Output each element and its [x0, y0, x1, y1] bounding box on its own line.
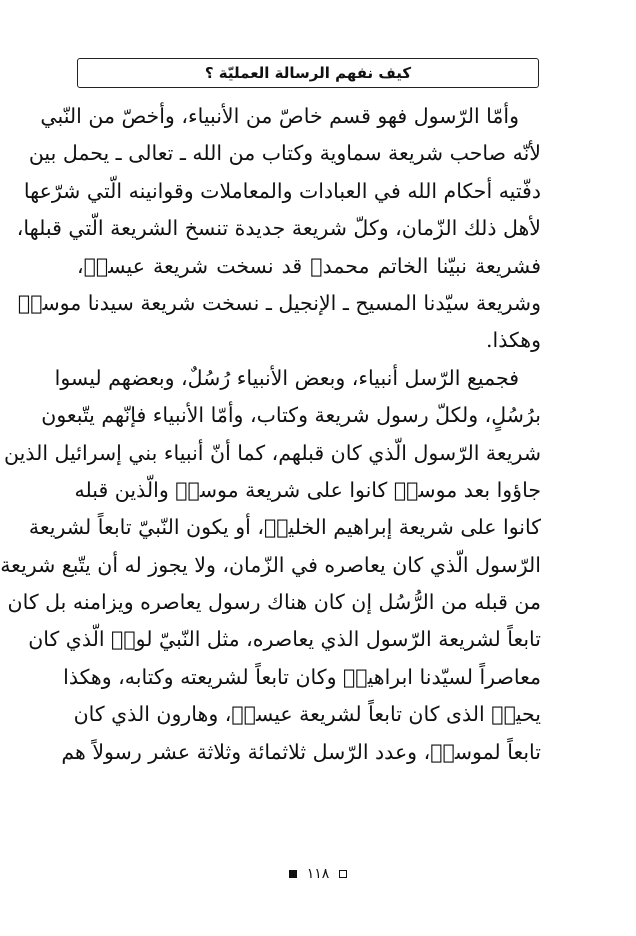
- body-text: [0, 98, 541, 771]
- text-line: من قبله من الرُّسُل إن كان هناك رسول يعاصره ويزامنه بل كان: [7, 590, 541, 615]
- text-line: وأمّا الرّسول فهو قسم خاصّ من الأنبياء، وأخصّ من النّبي: [40, 104, 519, 128]
- text-line: معاصراً لسيّدنا ابراهيمؑ وكان تابعاً لشريعته وكتابه، وهكذا: [63, 664, 541, 689]
- text-line: لأهل ذلك الزّمان، وكلّ شريعة جديدة تنسخ الشريعة الّتي قبلها،: [16, 216, 541, 241]
- paragraph-1: [16, 98, 541, 360]
- chapter-title: كيف نفهم الرسالة العمليّة ؟: [204, 64, 412, 82]
- page-footer: [0, 866, 636, 882]
- filled-square-icon: [289, 870, 297, 878]
- text-line: برُسُلٍ، ولكلّ رسول شريعة وكتاب، وأمّا الأنبياء فإنّهم يتّبعون: [41, 403, 541, 428]
- outline-square-icon: [339, 870, 347, 878]
- text-line: تابعاً لشريعة الرّسول الذي يعاصره، مثل النّبيّ لوطؑ الّذي كان: [28, 627, 541, 652]
- text-line: يحييؑ الذى كان تابعاً لشريعة عيسىؑ، وهارون الذي كان: [73, 702, 541, 727]
- text-line: دفّتيه أحكام الله في العبادات والمعاملات وقوانينه الّتي شرّعها: [23, 178, 541, 203]
- page-number: ١١٨: [306, 866, 330, 882]
- text-line: وشريعة سيّدنا المسيح ـ الإنجيل ـ نسخت شريعة سيدنا موسىؑ: [17, 290, 541, 315]
- text-line: شريعة الرّسول الّذي كان قبلهم، كما أنّ أنبياء بني إسرائيل الذين: [4, 440, 541, 465]
- text-line: الرّسول الّذي كان يعاصره في الزّمان، ولا يجوز له أن يتّبع شريعة: [0, 552, 541, 577]
- chapter-header-box: [77, 58, 539, 88]
- text-line: لأنّه صاحب شريعة سماوية وكتاب من الله ـ تعالى ـ يحمل بين: [28, 141, 541, 166]
- text-line: فجميع الرّسل أنبياء، وبعض الأنبياء رُسُلٌ، وبعضهم ليسوا: [54, 365, 519, 390]
- text-line: تابعاً لموسىؑ، وعدد الرّسل ثلاثمائة وثلاثة عشر رسولاً هم: [61, 739, 541, 764]
- text-line: وهكذا.: [485, 328, 541, 353]
- paragraph-2: [0, 360, 541, 771]
- text-line: جاؤوا بعد موسىؑ كانوا على شريعة موسىؑ والّذين قبله: [74, 477, 541, 502]
- text-line: كانوا على شريعة إبراهيم الخليلؑ، أو يكون النّبيّ تابعاً لشريعة: [28, 515, 541, 540]
- text-line: فشريعة نبيّنا الخاتم محمدﷺ قد نسخت شريعة عيسىؑ،: [77, 253, 541, 278]
